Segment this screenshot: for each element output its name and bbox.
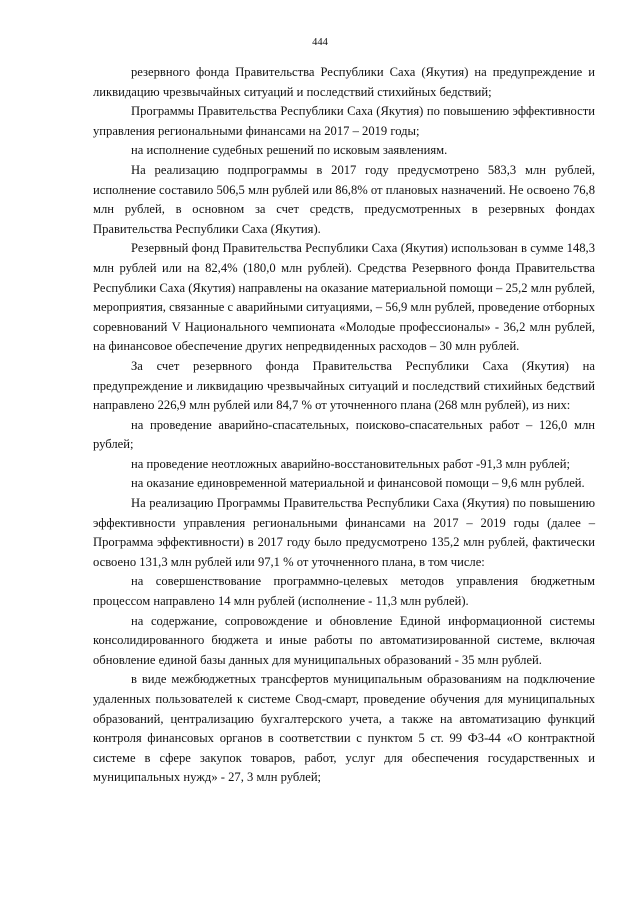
paragraph: резервного фонда Правительства Республики Саха (Якутия) на предупреждение и ликвидацию чрезвычайных ситуаций и последствий стихийных бедствий; (93, 65, 595, 99)
paragraph: на содержание, сопровождение и обновление Единой информационной системы консолидированного бюджета и иные работы по автоматизированной системе, включая обновление единой базы данных для муниципальных образований - 35 млн рублей. (93, 613, 595, 667)
paragraph: Резервный фонд Правительства Республики Саха (Якутия) использован в сумме 148,3 млн рублей или на 82,4% (180,0 млн рублей). Средства Резервного фонда Правительства Республики Саха (Якутия) направлены на оказание материальной помощи – 25,2 млн рублей, мероприятия, связанные с аварийными ситуациями, – 56,9 млн рублей, проведение отборных соревнований V Национального чемпионата «Молодые профессионалы» - 36,2 млн рублей, на финансовое обеспечение других непредвиденных расходов – 30 млн рублей. (93, 241, 595, 354)
paragraph: на оказание единовременной материальной и финансовой помощи – 9,6 млн рублей. (131, 476, 585, 491)
paragraph: За счет резервного фонда Правительства Республики Саха (Якутия) на предупреждение и ликвидацию чрезвычайных ситуаций и последствий стихийных бедствий направлено 226,9 млн рублей или 84,7 % от уточненного плана (268 млн рублей), из них: (93, 358, 595, 413)
paragraph: На реализацию подпрограммы в 2017 году предусмотрено 583,3 млн рублей, исполнение составило 506,5 млн рублей или 86,8% от плановых назначений. Не освоено 76,8 млн рублей, в основном за счет средств, предусмотренных в резервных фондах Правительства Республики Саха (Якутия). (93, 162, 595, 236)
paragraph: на проведение аварийно-спасательных, поисково-спасательных работ – 126,0 млн рублей; (93, 417, 595, 452)
body-text (93, 63, 595, 788)
paragraph: Программы Правительства Республики Саха (Якутия) по повышению эффективности управления региональными финансами на 2017 – 2019 годы; (93, 104, 595, 138)
page-number: 444 (312, 37, 328, 48)
paragraph: на проведение неотложных аварийно-восстановительных работ -91,3 млн рублей; (131, 456, 571, 471)
paragraph: на совершенствование программно-целевых методов управления бюджетным процессом направлено 14 млн рублей (исполнение - 11,3 млн рублей). (93, 574, 595, 609)
paragraph: На реализацию Программы Правительства Республики Саха (Якутия) по повышению эффективности управления региональными финансами на 2017 – 2019 годы (далее – Программа эффективности) в 2017 году было предусмотрено 135,2 млн рублей, фактически освоено 131,3 млн рублей или 97,1 % от уточненного плана, в том числе: (93, 496, 595, 569)
paragraph: в виде межбюджетных трансфертов муниципальным образованиям на подключение удаленных пользователей к системе Свод-смарт, проведение обучения для муниципальных образований, централизацию бухгалтерского учета, а также на автоматизацию функций контроля финансовых органов в соответствии с пунктом 5 ст. 99 ФЗ-44 «О контрактной системе в сфере закупок товаров, работ, услуг для обеспечения государственных и муниципальных нужд» - 27, 3 млн рублей; (93, 672, 595, 785)
paragraph: на исполнение судебных решений по исковым заявлениям. (131, 143, 448, 158)
